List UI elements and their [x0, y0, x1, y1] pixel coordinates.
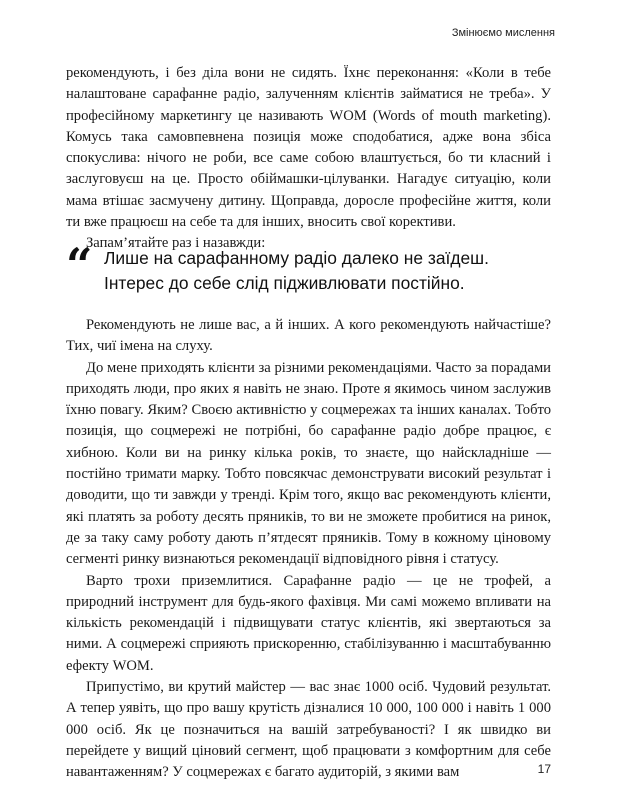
paragraph-continuation: рекомендують, і без діла вони не сидять. Їхнє переконання: «Коли в тебе налаштоване сарафанне радіо, залученням клієнтів займатися не треба». У професійному маркетингу це називають WOM (Words of mouth marketing). Комусь така самовпевнена позиція може сподобатися, адже вона збіса спокуслива: нічого не роби, все саме собою влаштується, бо ти класний і заслуговуєш на це. Просто обіймашки-цілуванки. Нагадує ситуацію, коли мама втішає засмучену дитину. Щоправда, доросле професійне життя, коли ти вже працюєш на себе та для інших, вносить свої корективи. [66, 65, 551, 231]
pull-quote-line-2: Інтерес до себе слід підживлювати постійно. [104, 273, 465, 293]
paragraph: Припустімо, ви крутий майстер — вас знає 1000 осіб. Чудовий результат. А тепер уявіть, що про вашу крутість дізналися 10 000, 100 000 і навіть 1 000 000 осіб. Як це позначиться на вашій затребуваності? І як швидко ви перейдете у вищий ціновий сегмент, щоб працювати з комфортним для себе навантаженням? У соцмережах є багато аудиторій, з якими вам [66, 679, 551, 781]
pull-quote-text [104, 246, 489, 296]
paragraph-lead-in: Запам’ятайте раз і назавжди: [86, 235, 266, 252]
pull-quote-line-1: Лише на сарафанному радіо далеко не заїдеш. [104, 248, 489, 268]
running-title: Змінюємо мислення [451, 27, 555, 39]
paragraph: Рекомендують не лише вас, а й інших. А кого рекомендують найчастіше? Тих, чиї імена на слуху. [66, 317, 551, 355]
paragraph: До мене приходять клієнти за різними рекомендаціями. Часто за порадами приходять люди, про яких я навіть не знаю. Проте я якимось чином заслужив їхню повагу. Яким? Своєю активністю у соцмережах та інших каналах. Тобто позиція, що соцмережі не потрібні, бо сарафанне радіо добре працює, є хибною. Коли ви на ринку кілька років, то знаєте, що найскладніше — постійно тримати марку. Тобто повсякчас демонструвати високий результат і доводити, що ти завжди у тренді. Крім того, якщо вас рекомендують клієнти, які платять за роботу десять пряників, то ви не зможете пробитися на ринок, де за таку саму роботу дають п’ятдесят пряників. Тому в кожному ціновому сегменті ринку визнаються рекомендації відповідного рівня і статусу. [66, 359, 551, 568]
paragraph: Варто трохи приземлитися. Сарафанне радіо — це не трофей, а природний інструмент для будь-якого фахівця. Ми самі можемо впливати на кількість рекомендацій і підвищувати статус клієнтів, які звертаються за ними. А соцмережі сприяють прискоренню, стабілізуванню і масштабуванню ефекту WOM. [66, 572, 551, 674]
page-number: 17 [537, 762, 551, 776]
main-text [66, 315, 551, 784]
quote-mark-icon: “ [66, 238, 93, 292]
opening-text [66, 63, 551, 255]
